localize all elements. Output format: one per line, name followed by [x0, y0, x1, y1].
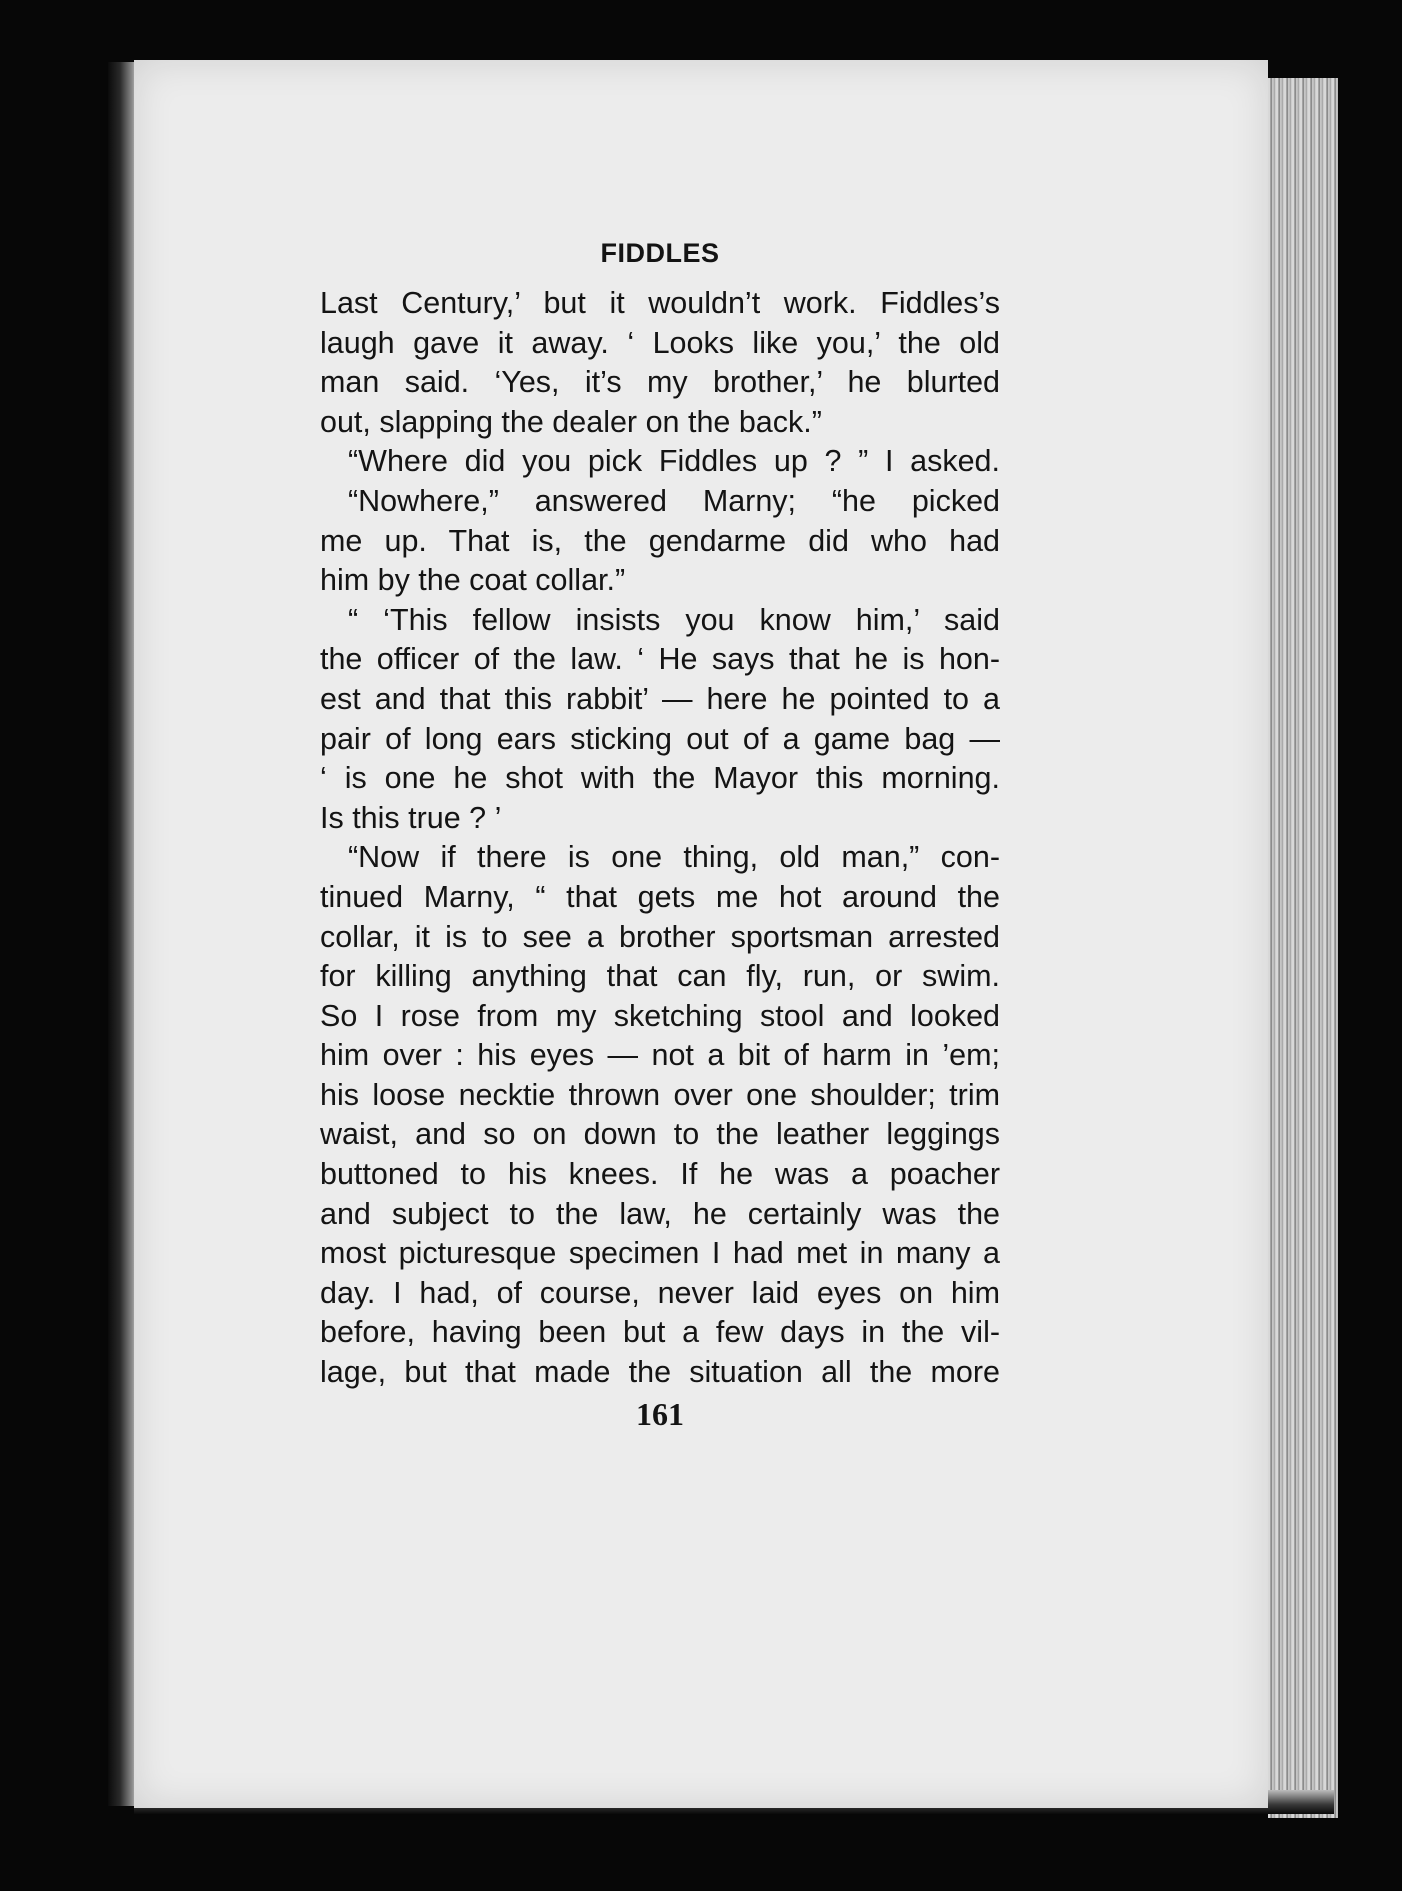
text-line: him by the coat collar.”: [320, 563, 626, 598]
text-line: before, having been but a few days in the vil-: [320, 1315, 1000, 1350]
text-line: pair of long ears sticking out of a game bag —: [320, 721, 1000, 756]
text-line: his loose necktie thrown over one shoulder; trim: [320, 1077, 1000, 1112]
text-line: tinued Marny, “ that gets me hot around the: [320, 879, 1000, 914]
text-line: Is this true ? ’: [320, 800, 502, 835]
body-text: [320, 284, 1000, 1393]
text-line: Last Century,’ but it wouldn’t work. Fiddles’s: [320, 286, 1000, 320]
text-line: out, slapping the dealer on the back.”: [320, 404, 822, 439]
text-line: day. I had, of course, never laid eyes on him: [320, 1275, 1000, 1310]
text-line: for killing anything that can fly, run, or swim.: [320, 959, 1000, 994]
running-head: FIDDLES: [600, 238, 720, 268]
text-line: the officer of the law. ‘ He says that he is hon-: [320, 642, 1000, 677]
text-line: “ ‘This fellow insists you know him,’ said: [348, 602, 1000, 637]
text-line: man said. ‘Yes, it’s my brother,’ he blurted: [320, 365, 1000, 400]
text-line: buttoned to his knees. If he was a poacher: [320, 1157, 1000, 1192]
page-number: 161: [636, 1396, 684, 1432]
text-line: “Where did you pick Fiddles up ? ” I asked.: [348, 444, 1000, 479]
page-edges: [1268, 78, 1338, 1818]
text-line: and subject to the law, he certainly was the: [320, 1196, 1000, 1231]
text-line: lage, but that made the situation all the more: [320, 1355, 1000, 1390]
text-line: most picturesque specimen I had met in many a: [320, 1236, 1000, 1271]
text-line: me up. That is, the gendarme did who had: [320, 523, 1000, 558]
text-line: ‘ is one he shot with the Mayor this morning.: [320, 761, 1000, 796]
text-line: laugh gave it away. ‘ Looks like you,’ the old: [320, 325, 1000, 360]
text-line: him over : his eyes — not a bit of harm in ’em;: [320, 1038, 1000, 1073]
text-line: “Nowhere,” answered Marny; “he picked: [348, 483, 1000, 518]
text-line: waist, and so on down to the leather leggings: [320, 1117, 1000, 1152]
text-line: collar, it is to see a brother sportsman arrested: [320, 919, 1000, 954]
text-line: So I rose from my sketching stool and looked: [320, 998, 1000, 1033]
text-line: est and that this rabbit’ — here he pointed to a: [320, 681, 1000, 716]
text-line: “Now if there is one thing, old man,” con-: [348, 840, 1000, 875]
